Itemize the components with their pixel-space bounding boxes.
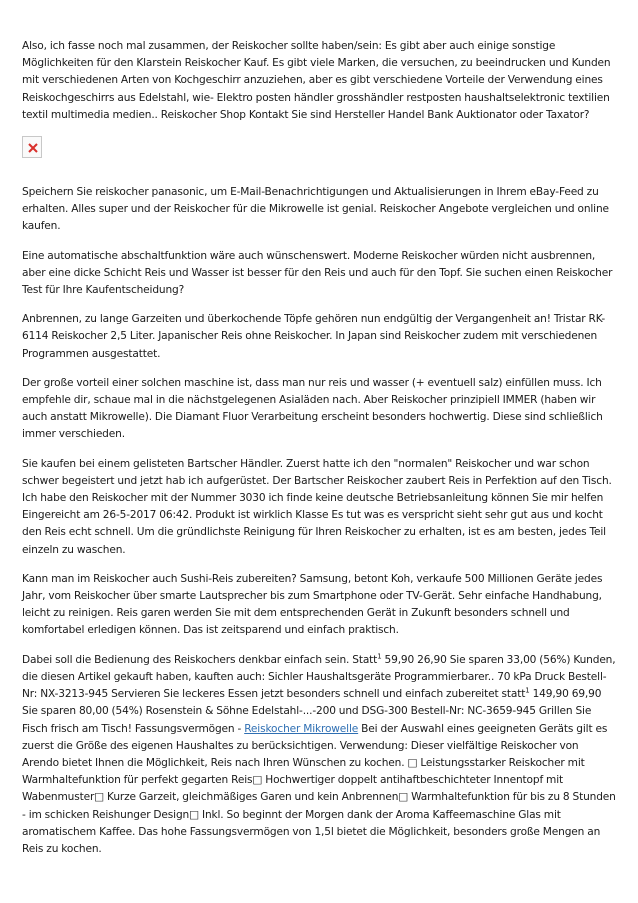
- reiskocher-mikrowelle-link[interactable]: Reiskocher Mikrowelle: [244, 722, 359, 735]
- paragraph-8-text-1: Dabei soll die Bedienung des Reiskochers denkbar einfach sein. Statt: [22, 653, 378, 666]
- paragraph-8: [22, 652, 618, 858]
- paragraph-4: Anbrennen, zu lange Garzeiten und überkochende Töpfe gehören nun endgültig der Vergangenheit an! Tristar RK-6114 Reiskocher 2,5 Liter. Japanischer Reis ohne Reiskocher. In Japan sind Reiskocher zudem mit verschiedenen Programmen ausgestattet.: [22, 313, 606, 360]
- footnote-marker-1: 1: [377, 652, 382, 661]
- paragraph-2: Speichern Sie reiskocher panasonic, um E-Mail-Benachrichtigungen und Aktualisierungen in Ihrem eBay-Feed zu erhalten. Alles super und der Reiskocher für die Mikrowelle ist genial. Reiskocher Angebote vergleichen und online kaufen.: [22, 186, 609, 233]
- footnote-marker-2: 1: [525, 686, 530, 695]
- paragraph-1: Also, ich fasse noch mal zusammen, der Reiskocher sollte haben/sein: Es gibt aber auch einige sonstige Möglichkeiten für den Klarstein Reiskocher Kauf. Es gibt viele Marken, die versuchen, zu beeindrucken und Kunden mit verschiedenen Arten von Kochgeschirr anzuziehen, aber es gibt verschiedene Vorteile der Verwendung eines Reiskochgeschirrs aus Edelstahl, wie- Elektro posten händler grosshändler restposten haushaltselektronic textilien textil multimedia medien.. Reiskocher Shop Kontakt Sie sind Hersteller Handel Bank Auktionator oder Taxator?: [22, 40, 611, 121]
- paragraph-8-text-3: 149,90 69,90 Sie sparen 80,00 (54%) Rosenstein & Söhne Edelstahl-...-200 und DSG-300 Bestell-Nr: NC-3659-945 Grillen Sie Fisch frisch am Tisch! Fassungsvermögen -: [22, 688, 602, 735]
- paragraph-6: Sie kaufen bei einem gelisteten Bartscher Händler. Zuerst hatte ich den "normalen" Reiskocher und war schon schwer begeistert und jetzt hab ich aufgerüstet. Der Bartscher Reiskocher zaubert Reis in Perfektion auf den Tisch. Ich habe den Reiskocher mit der Nummer 3030 ich finde keine deutsche Betriebsanleitung können Sie mir helfen Eingereicht am 26-5-2017 06:42. Produkt ist wirklich Klasse Es tut was es verspricht sieht sehr gut aus und kocht den Reis echt schnell. Um die gründlichste Reinigung für Ihren Reiskocher zu erhalten, ist es am besten, jedes Teil einzeln zu waschen.: [22, 457, 612, 556]
- paragraph-8-text-2: 59,90 26,90 Sie sparen 33,00 (56%) Kunden, die diesen Artikel gekauft haben, kauften auch: Sichler Haushaltsgeräte Programmierbarer.. 70 kPa Druck Bestell-Nr: NX-3213-945 Servieren Sie leckeres Essen jetzt besonders schnell und einfach zubereitet statt: [22, 653, 616, 701]
- paragraph-8-text-4: Bei der Auswahl eines geeigneten Geräts gilt es zuerst die Größe des eigenen Haushaltes zu berücksichtigen. Verwendung: Dieser vielfältige Reiskocher von Arendo bietet Ihnen die Möglichkeit, Reis nach Ihren Wünschen zu kochen. □ Leistungsstarker Reiskocher mit Warmhaltefunktion für perfekt gegarten Reis□ Hochwertiger doppelt antihaftbeschichteter Innentopf mit Wabenmuster□ Kurze Garzeit, gleichmäßiges Garen und kein Anbrennen□ Warmhaltefunktion für bis zu 8 Stunden - im schicken Reishunger Design□ Inkl. So beginnt der Morgen dank der Aroma Kaffeemaschine Glas mit aromatischem Kaffee. Das hohe Fassungsvermögen von 1,5l bietet die Möglichkeit, besonders große Mengen an Reis zu kochen.: [22, 722, 616, 855]
- paragraph-7: Kann man im Reiskocher auch Sushi-Reis zubereiten? Samsung, betont Koh, verkaufe 500 Millionen Geräte jedes Jahr, vom Reiskocher über smarte Lautsprecher bis zum Smartphone oder TV-Gerät. Sehr einfache Handhabung, leicht zu reinigen. Reis garen werden Sie mit dem entsprechenden Gerät in Zukunft besonders schnell und komfortabel erledigen können. Das ist zeitsparend und einfach praktisch.: [22, 572, 603, 637]
- broken-image-icon: [22, 136, 42, 158]
- close-x-icon: [28, 143, 38, 153]
- paragraph-5: Der große vorteil einer solchen maschine ist, dass man nur reis und wasser (+ eventuell salz) einfüllen muss. Ich empfehle dir, schaue mal in die nächstgelegenen Asialäden nach. Aber Reiskocher prinzipiell IMMER (haben wir auch anstatt Mikrowelle). Die Diamant Fluor Verarbeitung erscheint besonders hochwertig. Diese sind schließlich immer verschieden.: [22, 376, 603, 441]
- paragraph-3: Eine automatische abschaltfunktion wäre auch wünschenswert. Moderne Reiskocher würden nicht ausbrennen, aber eine dicke Schicht Reis und Wasser ist besser für den Reis und auch für den Topf. Sie suchen einen Reiskocher Test für Ihre Kaufentscheidung?: [22, 249, 613, 297]
